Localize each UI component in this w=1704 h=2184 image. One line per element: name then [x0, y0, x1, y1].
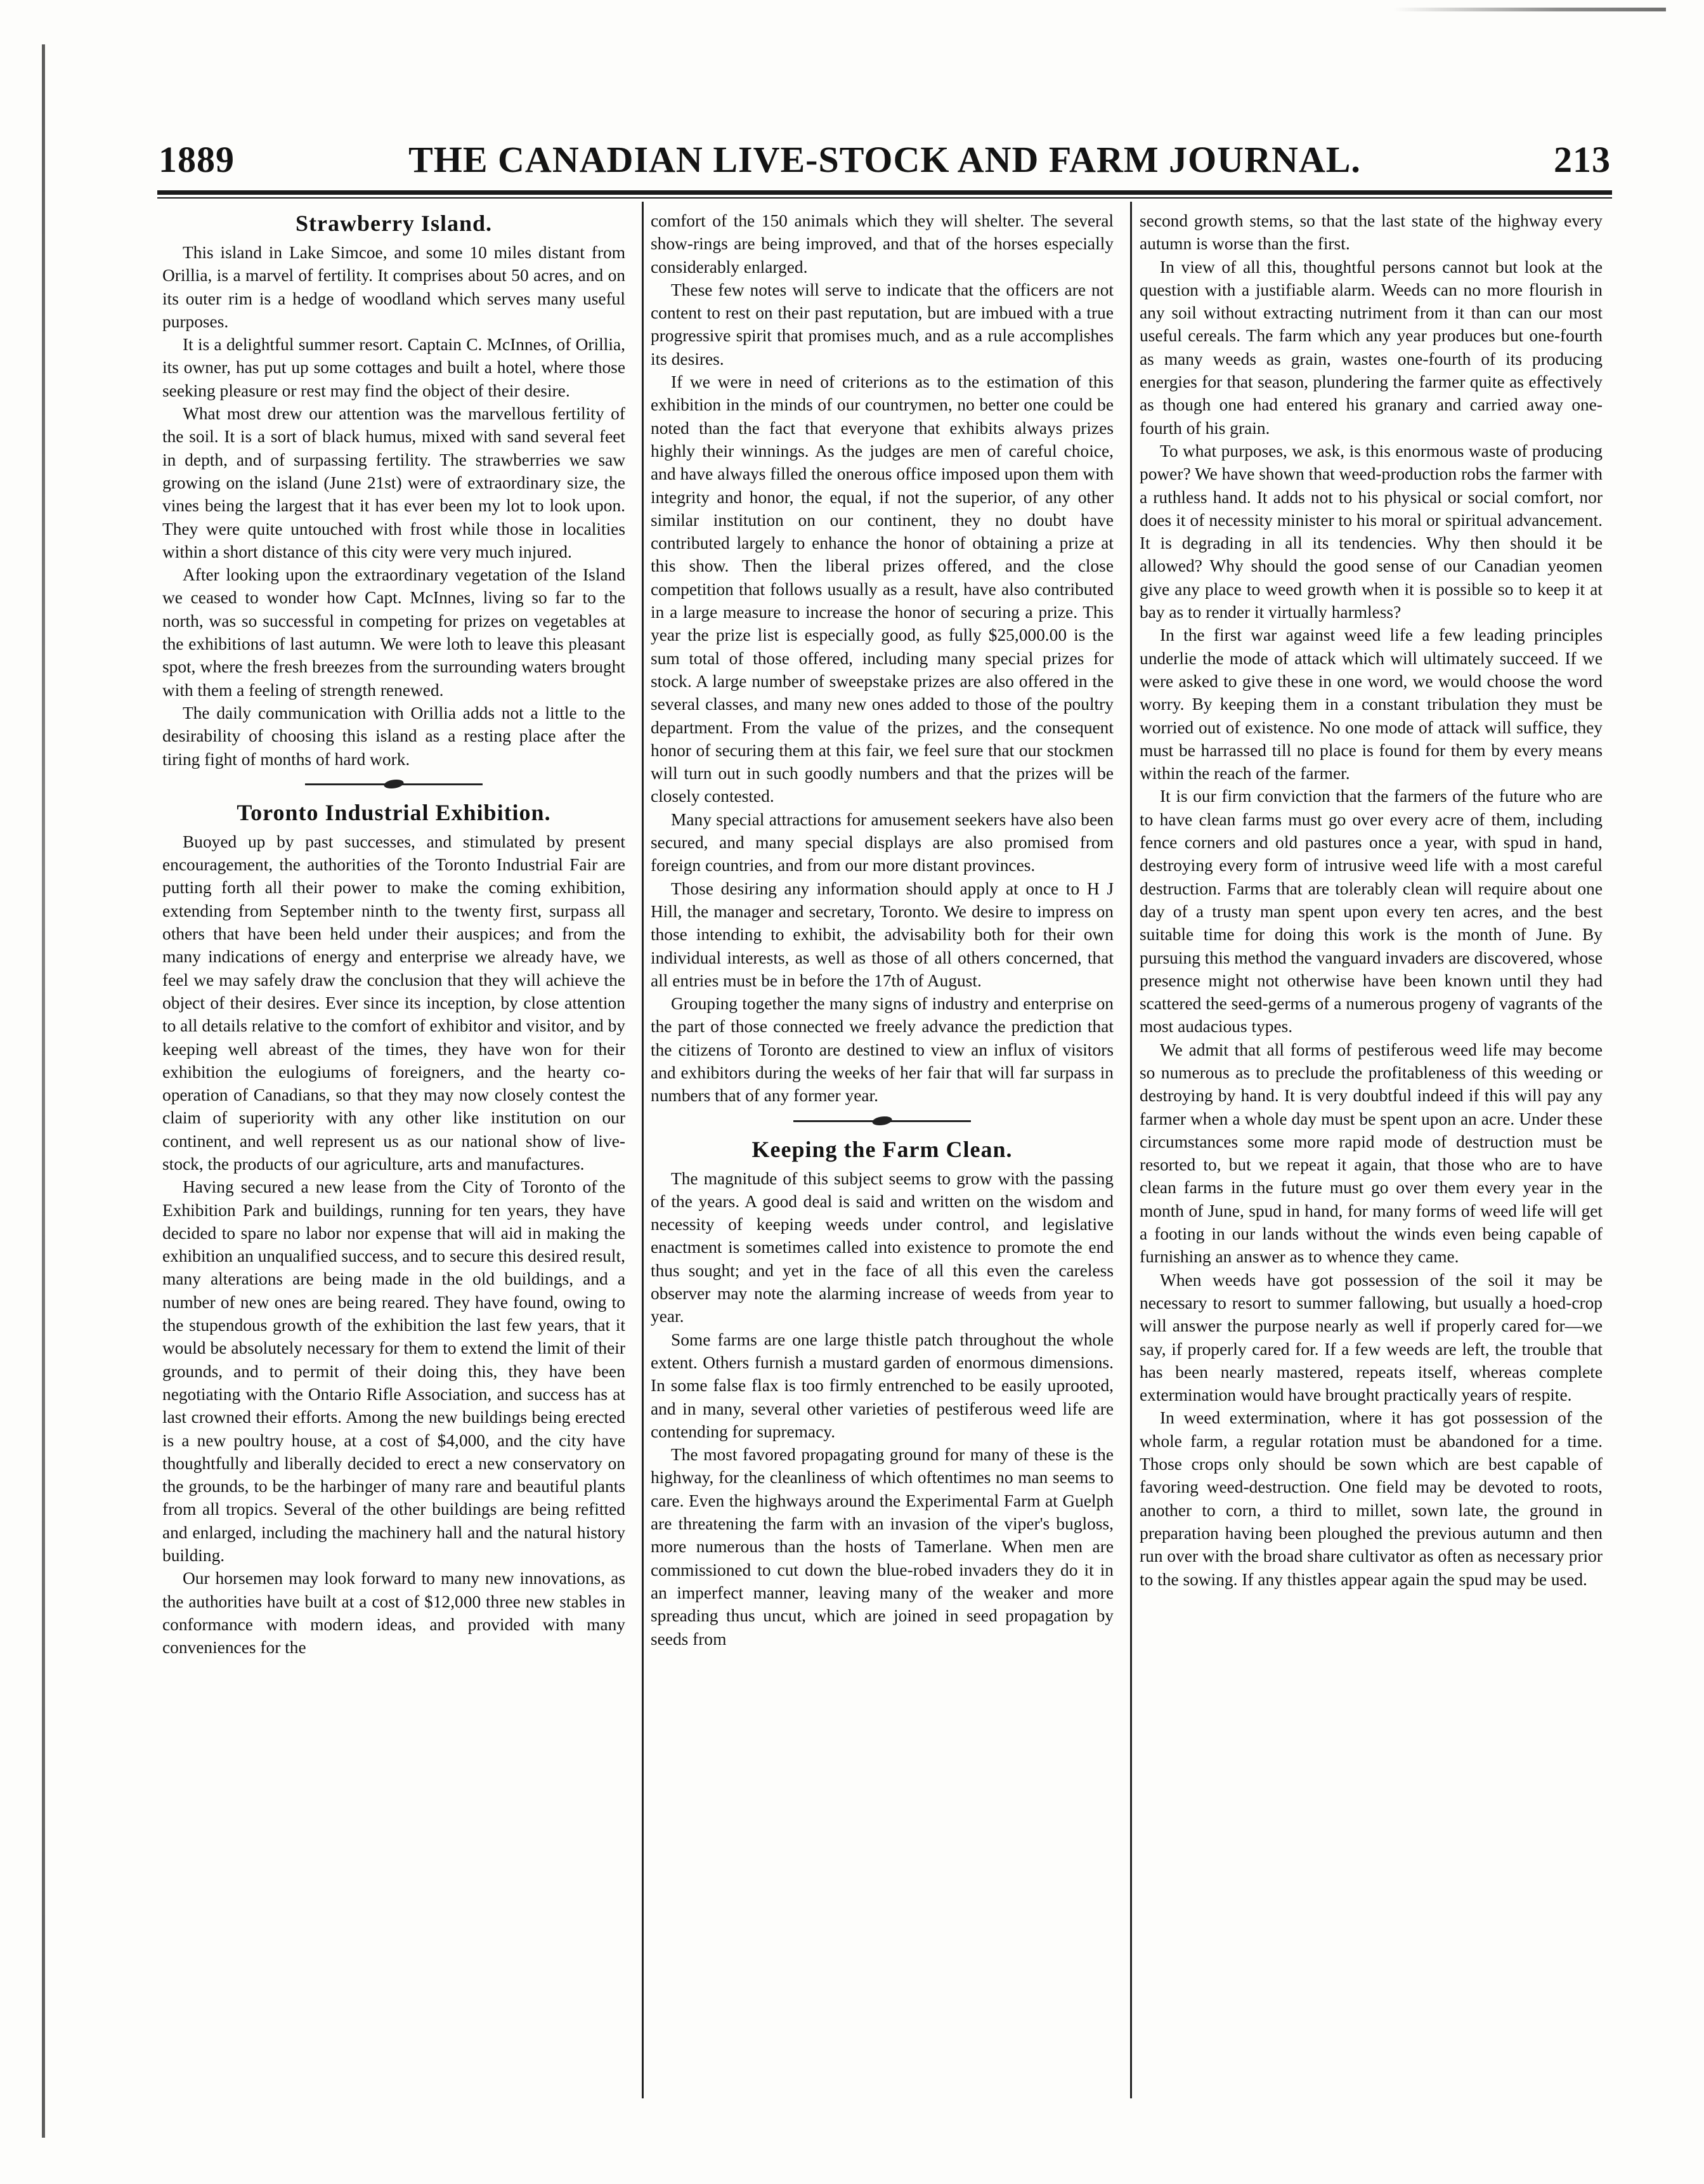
article-paragraph: Buoyed up by past successes, and stimulated by present encouragement, the authorities of the Toronto Industrial Fair are putting forth all their power to make the coming exhibition, extending from September ninth to the twenty first, surpass all others that have been held under their auspices; and from the many indications of energy and enterprise we already have, we feel we may safely draw the conclusion that they will achieve the object of their desires. Ever since its inception, by close attention to all details relative to the comfort of exhibitor and visitor, and by keeping well abreast of the times, they have won for their exhibition the eulogiums of foreigners, and the hearty co-operation of Canadians, so that they may now closely contest the claim of superiority with any other like institution on our continent, and well represent us as our national show of live-stock, the products of our agriculture, arts and manufactures.: [162, 832, 625, 1174]
scan-corner-mark: [1393, 8, 1666, 11]
article-paragraph: The most favored propagating ground for many of these is the highway, for the cleanliness of which oftentimes no man seems to care. Even the highways around the Experimental Farm at Guelph are threatening the farm with an invasion of the viper's bugloss, more numerous than the hosts of Tamerlane. When men are commissioned to cut down the blue-robed invaders they do it in an imperfect manner, leaving many of the weaker and more spreading thus uncut, which are joined in seed propagation by seeds from: [651, 1445, 1114, 1649]
scan-edge-mark: [42, 44, 45, 2138]
article-paragraph: Many special attractions for amusement seekers have also been secured, and many special displays are also promised from foreign countries, and from our more distant provinces.: [651, 809, 1114, 875]
article-paragraph: If we were in need of criterions as to the estimation of this exhibition in the minds of our countrymen, no better one could be noted than the fact that everyone that exhibits always prizes highly their winnings. As the judges are men of careful choice, and have always filled the onerous office imposed upon them with integrity and honor, the equal, if not the superior, of any other similar institution on our continent, they no doubt have contributed largely to enhance the honor of obtaining a prize at this show. Then the liberal prizes offered, and the close competition that follows usually as a result, have also contributed in a large measure to increase the honor of securing a prize. This year the prize list is especially good, as fully $25,000.00 is the sum total of those offered, including many special prizes for stock. A large number of sweepstake prizes are also offered in the several classes, and many new ones added to those of the poultry department. From the value of the prizes, and the consequent honor of securing them at this fair, we feel sure that our stockmen will turn out in such goodly numbers and that the prizes will be closely contested.: [651, 372, 1114, 806]
section-separator: [162, 771, 625, 799]
masthead-rule: [157, 190, 1612, 195]
page-number: 213: [1554, 139, 1611, 180]
article-paragraph: After looking upon the extraordinary vegetation of the Island we ceased to wonder how Capt. McInnes, living so far to the north, was so successful in competing for prizes on vegetables at the exhibitions of last autumn. We were loth to leave this pleasant spot, where the fresh breezes from the surrounding waters brought with them a feeling of strength renewed.: [162, 565, 625, 700]
article-paragraph: In view of all this, thoughtful persons cannot but look at the question with a justifiable alarm. Weeds can no more flourish in any soil without extracting nutriment from it than can our most useful cereals. The farm which any year produces but one-fourth as many weeds as grain, wastes one-fourth of its producing energies for that season, plundering the farmer quite as effectively as though one had entered his granary and carried away one-fourth of his grain.: [1140, 257, 1603, 438]
separator-ornament: [382, 780, 406, 788]
article-heading: Toronto Industrial Exhibition.: [237, 799, 551, 825]
article-paragraph: In weed extermination, where it has got possession of the whole farm, a regular rotation must be abandoned for a time. Those crops only should be sown which are best capable of favoring weed-destruction. One field may be devoted to roots, another to corn, a third to millet, sown late, the ground in preparation having been ploughed the previous autumn and then run over with the broad share cultivator as often as necessary prior to the sowing. If any thistles appear again the spud may be used.: [1140, 1408, 1603, 1589]
article-paragraph: It is a delightful summer resort. Captain C. McInnes, of Orillia, its owner, has put up some cottages and built a hotel, where those seeking pleasure or rest may find the object of their desire.: [162, 335, 625, 400]
masthead: [159, 138, 1611, 189]
column-divider: [642, 202, 644, 2098]
section-separator: [651, 1108, 1114, 1135]
article-paragraph: The daily communication with Orillia adds not a little to the desirability of choosing this island as a resting place after the tiring fight of months of hard work.: [162, 703, 625, 769]
article-paragraph: We admit that all forms of pestiferous weed life may become so numerous as to preclude the profitableness of this weeding or destroying by hand. It is very doubtful indeed if this will pay any farmer when a whole day must be spent upon an acre. Under these circumstances some more rapid mode of destruction must be resorted to, but we repeat it again, that those who are to have clean farms in the future must go over them every year in the month of June, spud in hand, for many forms of weed life will get a footing in our lands without the winds even being capable of furnishing an answer as to whence they came.: [1140, 1040, 1603, 1267]
article-heading: Strawberry Island.: [295, 211, 492, 236]
article-heading: Keeping the Farm Clean.: [751, 1136, 1013, 1162]
article-paragraph: Our horsemen may look forward to many new innovations, as the authorities have built at a cost of $12,000 three new stables in conformance with modern ideas, and provided with many conveniences for the: [162, 1569, 625, 1658]
column-1: [162, 209, 625, 1659]
masthead-rule-thin: [157, 197, 1612, 199]
article-paragraph: comfort of the 150 animals which they will shelter. The several show-rings are being improved, and that of the horses especially considerably enlarged.: [651, 211, 1114, 277]
article-paragraph: What most drew our attention was the marvellous fertility of the soil. It is a sort of black humus, mixed with sand several feet in depth, and of surpassing fertility. The strawberries we saw growing on the island (June 21st) were of extraordinary size, the vines being the largest that it has ever been my lot to look upon. They were quite untouched with frost while those in localities within a short distance of this city were very much injured.: [162, 404, 625, 561]
article-paragraph: In the first war against weed life a few leading principles underlie the mode of attack which will ultimately succeed. If we were asked to give these in one word, we would choose the word worry. By keeping them in a constant tribulation they must be worried out of existence. No one mode of attack will suffice, they must be harrassed till no place is found for them by every means within the reach of the farmer.: [1140, 625, 1603, 783]
article-paragraph: These few notes will serve to indicate that the officers are not content to rest on their past reputation, but are imbued with a true progressive spirit that promises much, and as a rule accomplishes its desires.: [651, 280, 1114, 369]
article-paragraph: When weeds have got possession of the soil it may be necessary to resort to summer fallowing, but usually a hoed-crop will answer the purpose nearly as well if properly cared for—we say, if properly cared for. If a few weeds are left, the trouble that has been nearly mastered, repeats itself, whereas complete extermination would have brought practically years of respite.: [1140, 1270, 1603, 1405]
journal-title: THE CANADIAN LIVE-STOCK AND FARM JOURNAL.: [408, 139, 1361, 180]
article-paragraph: To what purposes, we ask, is this enormous waste of producing power? We have shown that weed-production robs the farmer with a ruthless hand. It adds not to his physical or social comfort, nor does it of necessity minister to his moral or spiritual advancement. It is degrading in all its tendencies. Why then should it be allowed? Why should the good sense of our Canadian yeomen give any place to weed growth when it is possible so to keep it at bay as to render it virtually harmless?: [1140, 441, 1603, 622]
article-paragraph: Those desiring any information should apply at once to H J Hill, the manager and secretary, Toronto. We desire to impress on those intending to exhibit, the advisability both for their own individual interests, as well as those of all others concerned, that all entries must be in before the 17th of August.: [651, 879, 1114, 990]
article-paragraph: Some farms are one large thistle patch throughout the whole extent. Others furnish a mustard garden of enormous dimensions. In some false flax is too firmly entrenched to be easily uprooted, and in many, several other varieties of pestiferous weed life are contending for supremacy.: [651, 1330, 1114, 1441]
column-divider: [1130, 202, 1132, 2098]
article-paragraph: The magnitude of this subject seems to grow with the passing of the years. A good deal is said and written on the wisdom and necessity of keeping weeds under control, and legislative enactment is sometimes called into existence to promote the end thus sought; and yet in the face of all this even the careless observer may note the alarming increase of weeds from year to year.: [651, 1168, 1114, 1326]
column-3: [1140, 209, 1603, 1591]
column-2: [651, 209, 1114, 1651]
issue-year: 1889: [159, 139, 235, 180]
article-paragraph: Having secured a new lease from the City of Toronto of the Exhibition Park and buildings, running for ten years, they have decided to spare no labor nor expense that will aid in making the exhibition an unqualified success, and to secure this desired result, many alterations are being made in the old buildings, and a number of new ones are being reared. They have found, owing to the stupendous growth of the exhibition the last few years, that it would be absolutely necessary for them to extend the limit of their grounds, and to permit of their doing this, they have been negotiating with the Ontario Rifle Association, and success has at last crowned their efforts. Among the new buildings being erected is a new poultry house, at a cost of $4,000, and the city have thoughtfully and liberally decided to erect a new conservatory on the grounds, to be the harbinger of many rare and beautiful plants from all tropics. Several of the other buildings are being refitted and enlarged, including the machinery hall and the natural history building.: [162, 1177, 625, 1566]
separator-ornament: [870, 1116, 894, 1125]
article-paragraph: Grouping together the many signs of industry and enterprise on the part of those connected we freely advance the prediction that the citizens of Toronto are destined to view an influx of visitors and exhibitors during the weeks of her fair that will far surpass in numbers that of any former year.: [651, 994, 1114, 1106]
article-paragraph: It is our firm conviction that the farmers of the future who are to have clean farms must go over every acre of them, including fence corners and old pastures once a year, with spud in hand, destroying every form of intrusive weed life with a most careful destruction. Farms that are tolerably clean will require about one day of a trusty man spent upon every ten acres, and the best suitable time for doing this work is the month of June. By pursuing this method the vanguard invaders are discovered, whose presence might not otherwise have been known until they had scattered the seed-germs of a numerous progeny of vagrants of the most audacious types.: [1140, 787, 1603, 1036]
article-paragraph: This island in Lake Simcoe, and some 10 miles distant from Orillia, is a marvel of fertility. It comprises about 50 acres, and on its outer rim is a hedge of woodland which serves many useful purposes.: [162, 243, 625, 331]
article-paragraph: second growth stems, so that the last state of the highway every autumn is worse than the first.: [1140, 211, 1603, 254]
